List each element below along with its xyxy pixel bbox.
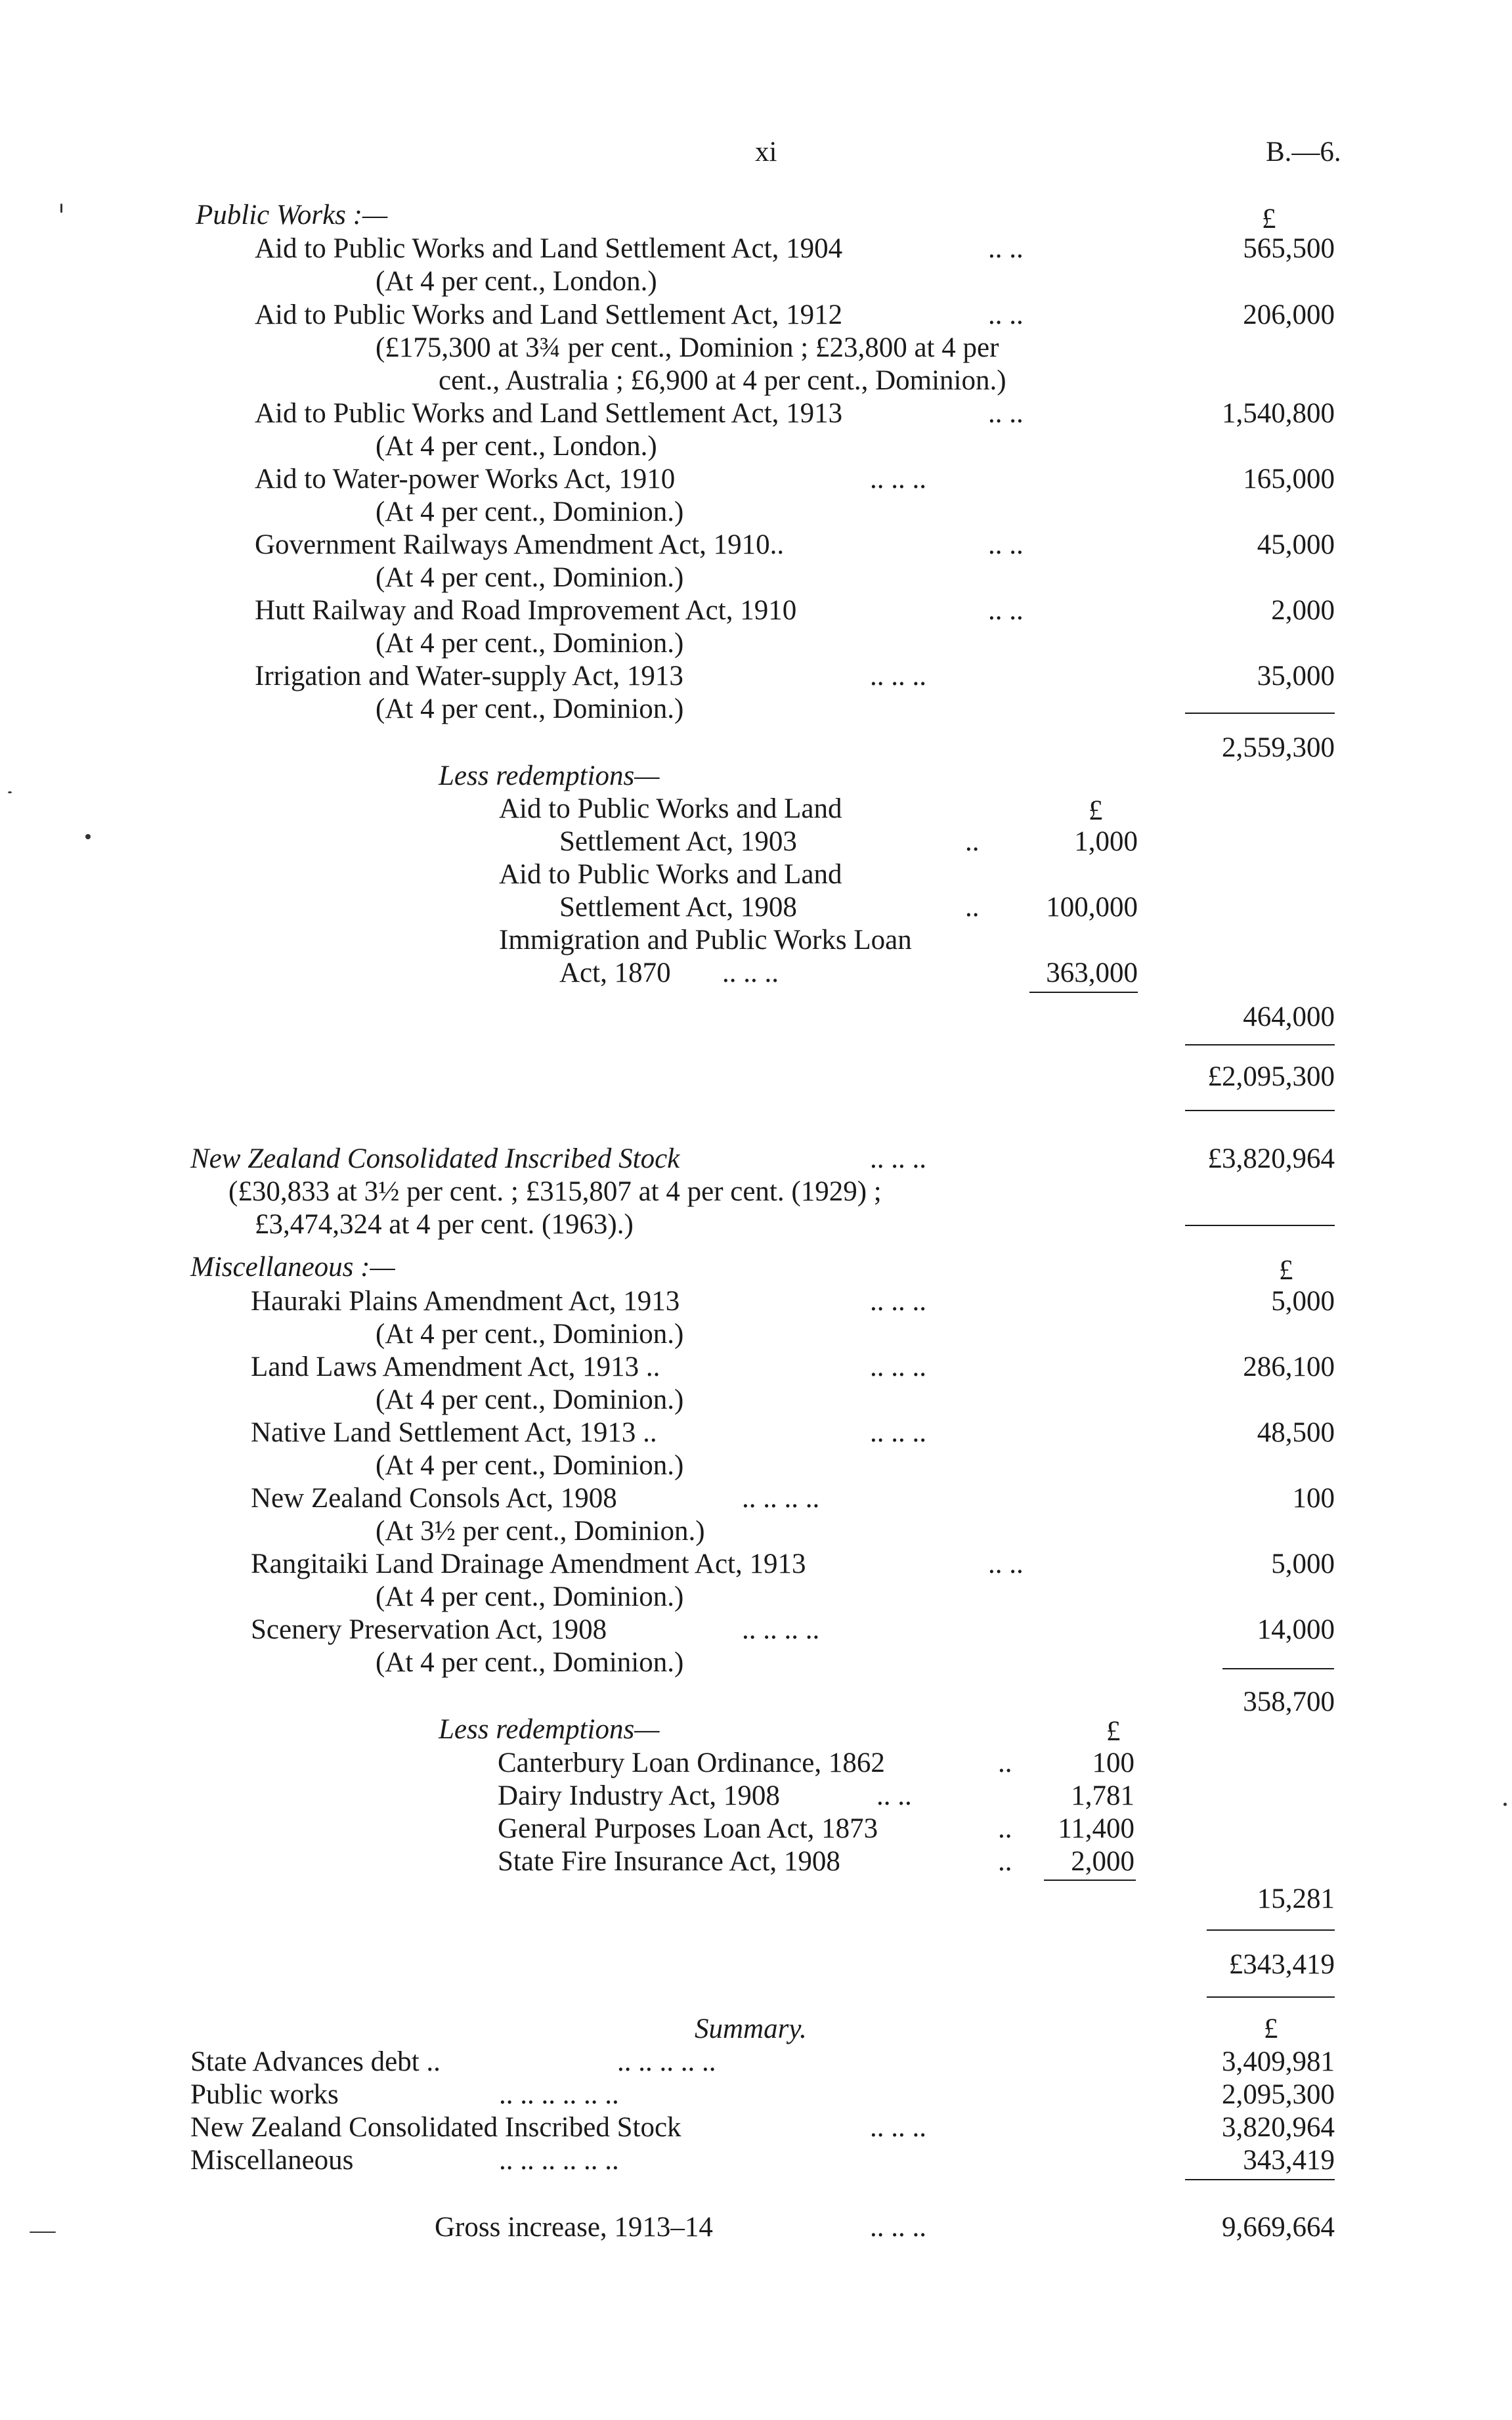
redemption-amount: 100,000	[1046, 892, 1138, 923]
scan-speck	[8, 791, 12, 793]
miscellaneous-item-amount: 5,000	[1271, 1286, 1335, 1317]
public-works-item-amount: 165,000	[1243, 464, 1335, 495]
redemption-amount: 1,781	[1071, 1780, 1134, 1811]
leader-dots: .. .. ..	[870, 1417, 926, 1448]
leader-dots: .. .. .. .. .. ..	[499, 2079, 619, 2110]
leader-dots: .. .. .. .. .. ..	[499, 2145, 619, 2176]
leader-dots: .. .. ..	[870, 661, 926, 692]
miscellaneous-item-title: Native Land Settlement Act, 1913 ..	[251, 1417, 657, 1448]
miscellaneous-item-note: (At 4 per cent., Dominion.)	[376, 1450, 684, 1481]
miscellaneous-item-title: Hauraki Plains Amendment Act, 1913	[251, 1286, 680, 1317]
scan-speck	[85, 834, 91, 839]
public-works-item-title: Aid to Public Works and Land Settlement Act, 1904	[255, 233, 843, 264]
public-works-currency: £	[1262, 204, 1276, 234]
summary-row-label: New Zealand Consolidated Inscribed Stock	[190, 2112, 681, 2143]
total-rule	[1185, 1110, 1335, 1111]
public-works-item-amount: 45,000	[1257, 529, 1335, 560]
page-number: xi	[755, 137, 777, 167]
leader-dots: .. .. ..	[870, 1286, 926, 1317]
redemption-title: Canterbury Loan Ordinance, 1862	[498, 1748, 885, 1778]
leader-dots: .. ..	[988, 595, 1024, 626]
public-works-item-amount: 1,540,800	[1222, 398, 1335, 429]
redemptions-currency: £	[1089, 795, 1103, 826]
total-rule	[1185, 2179, 1335, 2180]
summary-row-label: State Advances debt ..	[190, 2046, 441, 2077]
miscellaneous-currency: £	[1279, 1255, 1293, 1286]
consolidated-stock-note: (£30,833 at 3½ per cent. ; £315,807 at 4 per cent. (1929) ;	[228, 1176, 882, 1207]
redemption-amount: 2,000	[1071, 1846, 1134, 1877]
consolidated-stock-title: New Zealand Consolidated Inscribed Stock	[190, 1143, 680, 1174]
miscellaneous-less-heading: Less redemptions—	[439, 1714, 660, 1745]
redemption-title: General Purposes Loan Act, 1873	[498, 1813, 878, 1844]
redemption-line: Immigration and Public Works Loan	[499, 925, 912, 956]
leader-dots: ..	[998, 1748, 1012, 1778]
redemption-line: Aid to Public Works and Land	[499, 793, 842, 824]
leader-dots: .. ..	[988, 1549, 1024, 1579]
summary-row-amount: 3,409,981	[1222, 2046, 1335, 2077]
miscellaneous-item-title: Rangitaiki Land Drainage Amendment Act, 1913	[251, 1549, 806, 1579]
public-works-item-note: (At 4 per cent., Dominion.)	[376, 628, 684, 659]
public-works-item-note: (At 4 per cent., London.)	[376, 266, 657, 297]
scan-speck	[1503, 1803, 1507, 1806]
miscellaneous-item-title: New Zealand Consols Act, 1908	[251, 1483, 617, 1514]
leader-dots: ..	[998, 1846, 1012, 1877]
public-works-item-note: cent., Australia ; £6,900 at 4 per cent., Dominion.)	[439, 365, 1006, 396]
redemptions-rule	[1044, 1880, 1136, 1881]
summary-row-amount: 343,419	[1243, 2145, 1335, 2176]
leader-dots: ..	[965, 892, 980, 923]
document-reference: B.—6.	[1266, 137, 1341, 167]
public-works-item-title: Hutt Railway and Road Improvement Act, 1910	[255, 595, 797, 626]
public-works-item-title: Government Railways Amendment Act, 1910..	[255, 529, 785, 560]
redemption-title: State Fire Insurance Act, 1908	[498, 1846, 840, 1877]
public-works-item-note: (At 4 per cent., Dominion.)	[376, 562, 684, 593]
total-rule	[1207, 1996, 1335, 1998]
public-works-item-title: Irrigation and Water-supply Act, 1913	[255, 661, 683, 692]
public-works-item-title: Aid to Public Works and Land Settlement Act, 1913	[255, 398, 843, 429]
leader-dots: .. .. ..	[870, 2112, 926, 2143]
miscellaneous-item-amount: 48,500	[1257, 1417, 1335, 1448]
consolidated-stock-amount: £3,820,964	[1207, 1143, 1335, 1174]
public-works-less-heading: Less redemptions—	[439, 760, 660, 791]
redemption-line: Act, 1870	[559, 957, 671, 988]
public-works-item-note: (At 4 per cent., Dominion.)	[376, 496, 684, 527]
scan-speck	[60, 204, 62, 213]
leader-dots: ..	[965, 826, 980, 857]
summary-row-label: Miscellaneous	[190, 2145, 354, 2176]
redemption-title: Dairy Industry Act, 1908	[498, 1780, 780, 1811]
redemption-amount: 363,000	[1046, 957, 1138, 988]
leader-dots: .. .. ..	[870, 464, 926, 495]
scan-speck	[30, 2232, 56, 2233]
leader-dots: .. .. ..	[870, 2212, 926, 2243]
leader-dots: .. .. ..	[870, 1143, 926, 1174]
public-works-subtotal: 2,559,300	[1222, 732, 1335, 763]
total-rule	[1185, 1044, 1335, 1045]
leader-dots: .. .. .. .. ..	[617, 2046, 716, 2077]
redemption-amount: 1,000	[1074, 826, 1138, 857]
leader-dots: ..	[998, 1813, 1012, 1844]
redemption-line: Aid to Public Works and Land	[499, 859, 842, 890]
gross-increase-label: Gross increase, 1913–14	[435, 2212, 713, 2243]
gross-increase-amount: 9,669,664	[1222, 2212, 1335, 2243]
public-works-item-amount: 2,000	[1271, 595, 1335, 626]
leader-dots: .. ..	[988, 233, 1024, 264]
miscellaneous-item-amount: 5,000	[1271, 1549, 1335, 1579]
miscellaneous-item-amount: 100	[1292, 1483, 1335, 1514]
public-works-net-total: £2,095,300	[1207, 1061, 1335, 1092]
public-works-item-amount: 206,000	[1243, 299, 1335, 330]
miscellaneous-item-amount: 286,100	[1243, 1352, 1335, 1382]
miscellaneous-item-title: Land Laws Amendment Act, 1913 ..	[251, 1352, 660, 1382]
summary-heading: Summary.	[695, 2013, 807, 2044]
redemption-line: Settlement Act, 1908	[559, 892, 797, 923]
leader-dots: .. .. ..	[870, 1352, 926, 1382]
miscellaneous-heading: Miscellaneous :—	[190, 1252, 395, 1283]
miscellaneous-item-title: Scenery Preservation Act, 1908	[251, 1614, 607, 1645]
leader-dots: .. ..	[988, 299, 1024, 330]
redemption-amount: 11,400	[1058, 1813, 1134, 1844]
leader-dots: .. .. ..	[722, 957, 779, 988]
leader-dots: .. ..	[988, 398, 1024, 429]
miscellaneous-item-note: (At 4 per cent., Dominion.)	[376, 1319, 684, 1350]
consolidated-stock-note: £3,474,324 at 4 per cent. (1963).)	[255, 1209, 634, 1240]
public-works-heading: Public Works :—	[196, 200, 388, 231]
public-works-redemptions-total: 464,000	[1243, 1001, 1335, 1032]
public-works-item-amount: 565,500	[1243, 233, 1335, 264]
miscellaneous-item-note: (At 4 per cent., Dominion.)	[376, 1647, 684, 1678]
summary-row-amount: 3,820,964	[1222, 2112, 1335, 2143]
public-works-item-title: Aid to Public Works and Land Settlement Act, 1912	[255, 299, 843, 330]
summary-row-amount: 2,095,300	[1222, 2079, 1335, 2110]
leader-dots: .. .. .. ..	[742, 1614, 820, 1645]
miscellaneous-item-note: (At 4 per cent., Dominion.)	[376, 1581, 684, 1612]
subtotal-rule	[1185, 713, 1335, 714]
public-works-item-title: Aid to Water-power Works Act, 1910	[255, 464, 676, 495]
miscellaneous-item-note: (At 3½ per cent., Dominion.)	[376, 1516, 705, 1547]
summary-row-label: Public works	[190, 2079, 339, 2110]
total-rule	[1207, 1929, 1335, 1931]
redemptions-rule	[1029, 992, 1138, 993]
miscellaneous-net-total: £343,419	[1228, 1949, 1335, 1980]
redemption-amount: 100	[1092, 1748, 1134, 1778]
leader-dots: .. .. .. ..	[742, 1483, 820, 1514]
summary-currency: £	[1264, 2013, 1278, 2044]
miscellaneous-item-note: (At 4 per cent., Dominion.)	[376, 1384, 684, 1415]
redemptions-currency: £	[1106, 1716, 1121, 1747]
miscellaneous-subtotal: 358,700	[1243, 1686, 1335, 1717]
miscellaneous-item-amount: 14,000	[1257, 1614, 1335, 1645]
public-works-item-amount: 35,000	[1257, 661, 1335, 692]
public-works-item-note: (At 4 per cent., Dominion.)	[376, 693, 684, 724]
subtotal-rule	[1222, 1668, 1334, 1669]
leader-dots: .. ..	[988, 529, 1024, 560]
leader-dots: .. ..	[876, 1780, 912, 1811]
total-rule	[1185, 1225, 1335, 1226]
public-works-item-note: (At 4 per cent., London.)	[376, 431, 657, 462]
public-works-item-note: (£175,300 at 3¾ per cent., Dominion ; £23,800 at 4 per	[376, 332, 999, 363]
redemption-line: Settlement Act, 1903	[559, 826, 797, 857]
miscellaneous-redemptions-total: 15,281	[1257, 1883, 1335, 1914]
